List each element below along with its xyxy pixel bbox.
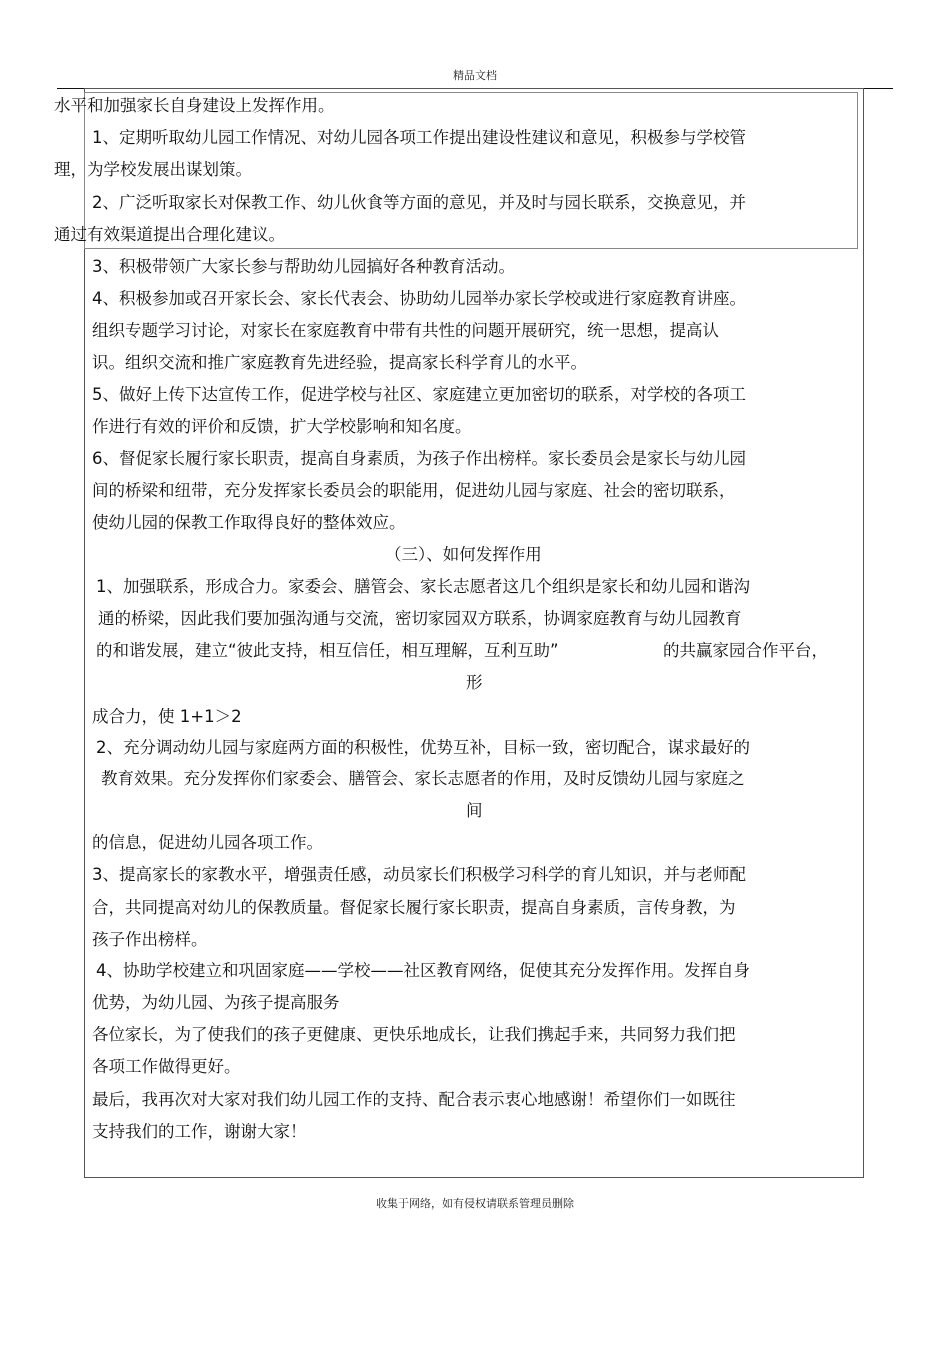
text-line: 的共赢家园合作平台， xyxy=(663,641,828,660)
text-line: 1、加强联系，形成合力。家委会、膳管会、家长志愿者这几个组织是家长和幼儿园和谐沟 xyxy=(96,577,750,596)
text-line: 教育效果。充分发挥你们家委会、膳管会、家长志愿者的作用，及时反馈幼儿园与家庭之 xyxy=(101,769,745,788)
text-line: 作进行有效的评价和反馈，扩大学校影响和知名度。 xyxy=(92,417,472,436)
text-line: 组织专题学习讨论，对家长在家庭教育中带有共性的问题开展研究，统一思想，提高认 xyxy=(92,321,719,340)
text-line: 支持我们的工作，谢谢大家！ xyxy=(92,1122,307,1141)
page-footer: 收集于网络，如有侵权请联系管理员删除 xyxy=(376,1197,574,1210)
text-line: 间 xyxy=(466,801,483,820)
text-line: 的信息，促进幼儿园各项工作。 xyxy=(92,833,323,852)
text-line: 的和谐发展，建立“彼此支持，相互信任，相互理解，互利互助” xyxy=(96,641,559,660)
text-line: 1、定期听取幼儿园工作情况、对幼儿园各项工作提出建设性建议和意见，积极参与学校管 xyxy=(92,128,746,147)
text-line: 识。组织交流和推广家庭教育先进经验，提高家长科学育儿的水平。 xyxy=(92,353,587,372)
text-line: 合，共同提高对幼儿的保教质量。督促家长履行家长职责，提高自身素质，言传身教，为 xyxy=(92,898,736,917)
text-line: 3、提高家长的家教水平，增强责任感，动员家长们积极学习科学的育儿知识，并与老师配 xyxy=(92,865,746,884)
text-line: 6、督促家长履行家长职责，提高自身素质，为孩子作出榜样。家长委员会是家长与幼儿园 xyxy=(92,449,746,468)
page-header: 精品文档 xyxy=(453,69,497,82)
text-line: 成合力，使 1+1＞2 xyxy=(92,707,242,726)
text-line: 使幼儿园的保教工作取得良好的整体效应。 xyxy=(92,513,406,532)
content-frame xyxy=(84,88,864,1178)
text-line: 4、协助学校建立和巩固家庭——学校——社区教育网络，促使其充分发挥作用。发挥自身 xyxy=(96,961,750,980)
text-line: 通的桥梁，因此我们要加强沟通与交流，密切家园双方联系，协调家庭教育与幼儿园教育 xyxy=(98,609,742,628)
text-line: 孩子作出榜样。 xyxy=(92,930,208,949)
text-line: 水平和加强家长自身建设上发挥作用。 xyxy=(54,96,335,115)
text-line: 2、广泛听取家长对保教工作、幼儿伙食等方面的意见，并及时与园长联系，交换意见，并 xyxy=(92,193,746,212)
text-line: 形 xyxy=(466,673,483,692)
text-line: 2、充分调动幼儿园与家庭两方面的积极性，优势互补，目标一致，密切配合，谋求最好的 xyxy=(96,738,750,757)
text-line: 4、积极参加或召开家长会、家长代表会、协助幼儿园举办家长学校或进行家庭教育讲座。 xyxy=(92,289,746,308)
text-line: 通过有效渠道提出合理化建议。 xyxy=(54,225,285,244)
text-line: 各位家长，为了使我们的孩子更健康、更快乐地成长，让我们携起手来，共同努力我们把 xyxy=(92,1025,736,1044)
text-line: 理，为学校发展出谋划策。 xyxy=(54,160,252,179)
section-heading: （三）、如何发挥作用 xyxy=(385,545,542,564)
text-line: 优势，为幼儿园、为孩子提高服务 xyxy=(92,993,340,1012)
text-line: 间的桥梁和纽带，充分发挥家长委员会的职能用，促进幼儿园与家庭、社会的密切联系， xyxy=(92,481,736,500)
text-line: 最后，我再次对大家对我们幼儿园工作的支持、配合表示衷心地感谢！希望你们一如既往 xyxy=(92,1090,736,1109)
text-line: 5、做好上传下达宣传工作，促进学校与社区、家庭建立更加密切的联系，对学校的各项工 xyxy=(92,385,746,404)
text-line: 各项工作做得更好。 xyxy=(92,1057,241,1076)
text-line: 3、积极带领广大家长参与帮助幼儿园搞好各种教育活动。 xyxy=(92,257,515,276)
